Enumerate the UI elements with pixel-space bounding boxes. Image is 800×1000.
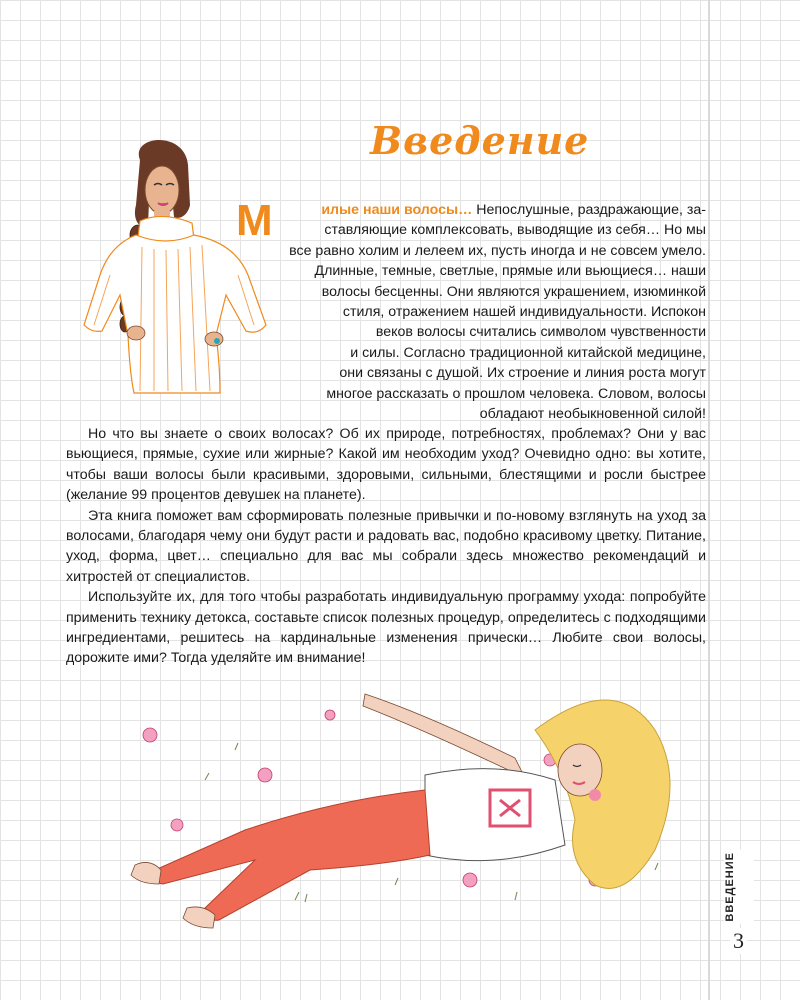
- intro-line: М илые наши волосы… Непослушные, раздражающие, за-: [236, 196, 706, 245]
- lead-phrase: илые наши волосы…: [321, 202, 473, 218]
- illustration-girl-lying: [95, 670, 695, 940]
- paragraph: Эта книга поможет вам сформировать полезные привычки и по-новому взглянуть на уход за волосами, благодаря чему они будут расти и радовать вас, подобно красивому цветку. Питание, уход, форма, цвет… специально для вас мы собрали здесь множество рекомендаций и хитростей от специалистов.: [66, 507, 706, 585]
- intro-line: ставляющие комплексовать, выводящие из себя… Но мы: [324, 222, 706, 239]
- paragraph: Но что вы знаете о своих волосах? Об их природе, потребностях, проблемах? Они у вас вьющиеся, прямые, сухие или жирные? Какой им необходим уход? Очевидно одно: вы хотите, чтобы ваши волосы были красивыми, здоровыми, сильными, блестящими и росли быстрее (желание 99 процентов девушек на планете).: [66, 426, 706, 504]
- margin-rule: [708, 0, 710, 1000]
- intro-line: Длинные, темные, светлые, прямые или вьющиеся… наши: [314, 263, 706, 280]
- paragraph: Используйте их, для того чтобы разработать индивидуальную программу ухода: попробуйте применить технику детокса, составьте список полезных процедур, определитесь с подходящими ингредиентами, решитесь на кардинальные изменения прически… Любите свои волосы, дорожите ими? Тогда уделяйте им внимание!: [66, 589, 706, 667]
- intro-line: многое рассказать о прошлом человека. Словом, волосы: [326, 385, 706, 402]
- intro-line: обладают необыкновенной силой!: [479, 406, 706, 423]
- intro-line: и силы. Согласно традиционной китайской медицине,: [350, 344, 706, 361]
- side-section-label: ВВЕДЕНИЕ: [724, 850, 754, 924]
- page-number: 3: [730, 928, 747, 954]
- body-text-full: [66, 424, 706, 669]
- intro-line: волосы бесценны. Они являются украшением, изюминкой: [321, 283, 706, 300]
- intro-line: все равно холим и лелеем их, пусть иногда и не совсем умело.: [289, 242, 706, 259]
- intro-line: они связаны с душой. Их строение и линия роста могут: [339, 365, 706, 382]
- intro-line: стиля, отражением нашей индивидуальности. Испокон: [342, 304, 706, 321]
- intro-line: веков волосы считались символом чувственности: [375, 324, 706, 341]
- drop-cap: М: [236, 196, 273, 245]
- intro-paragraph: [236, 196, 706, 424]
- page-title: Введение: [370, 118, 590, 163]
- body-text: [236, 196, 706, 424]
